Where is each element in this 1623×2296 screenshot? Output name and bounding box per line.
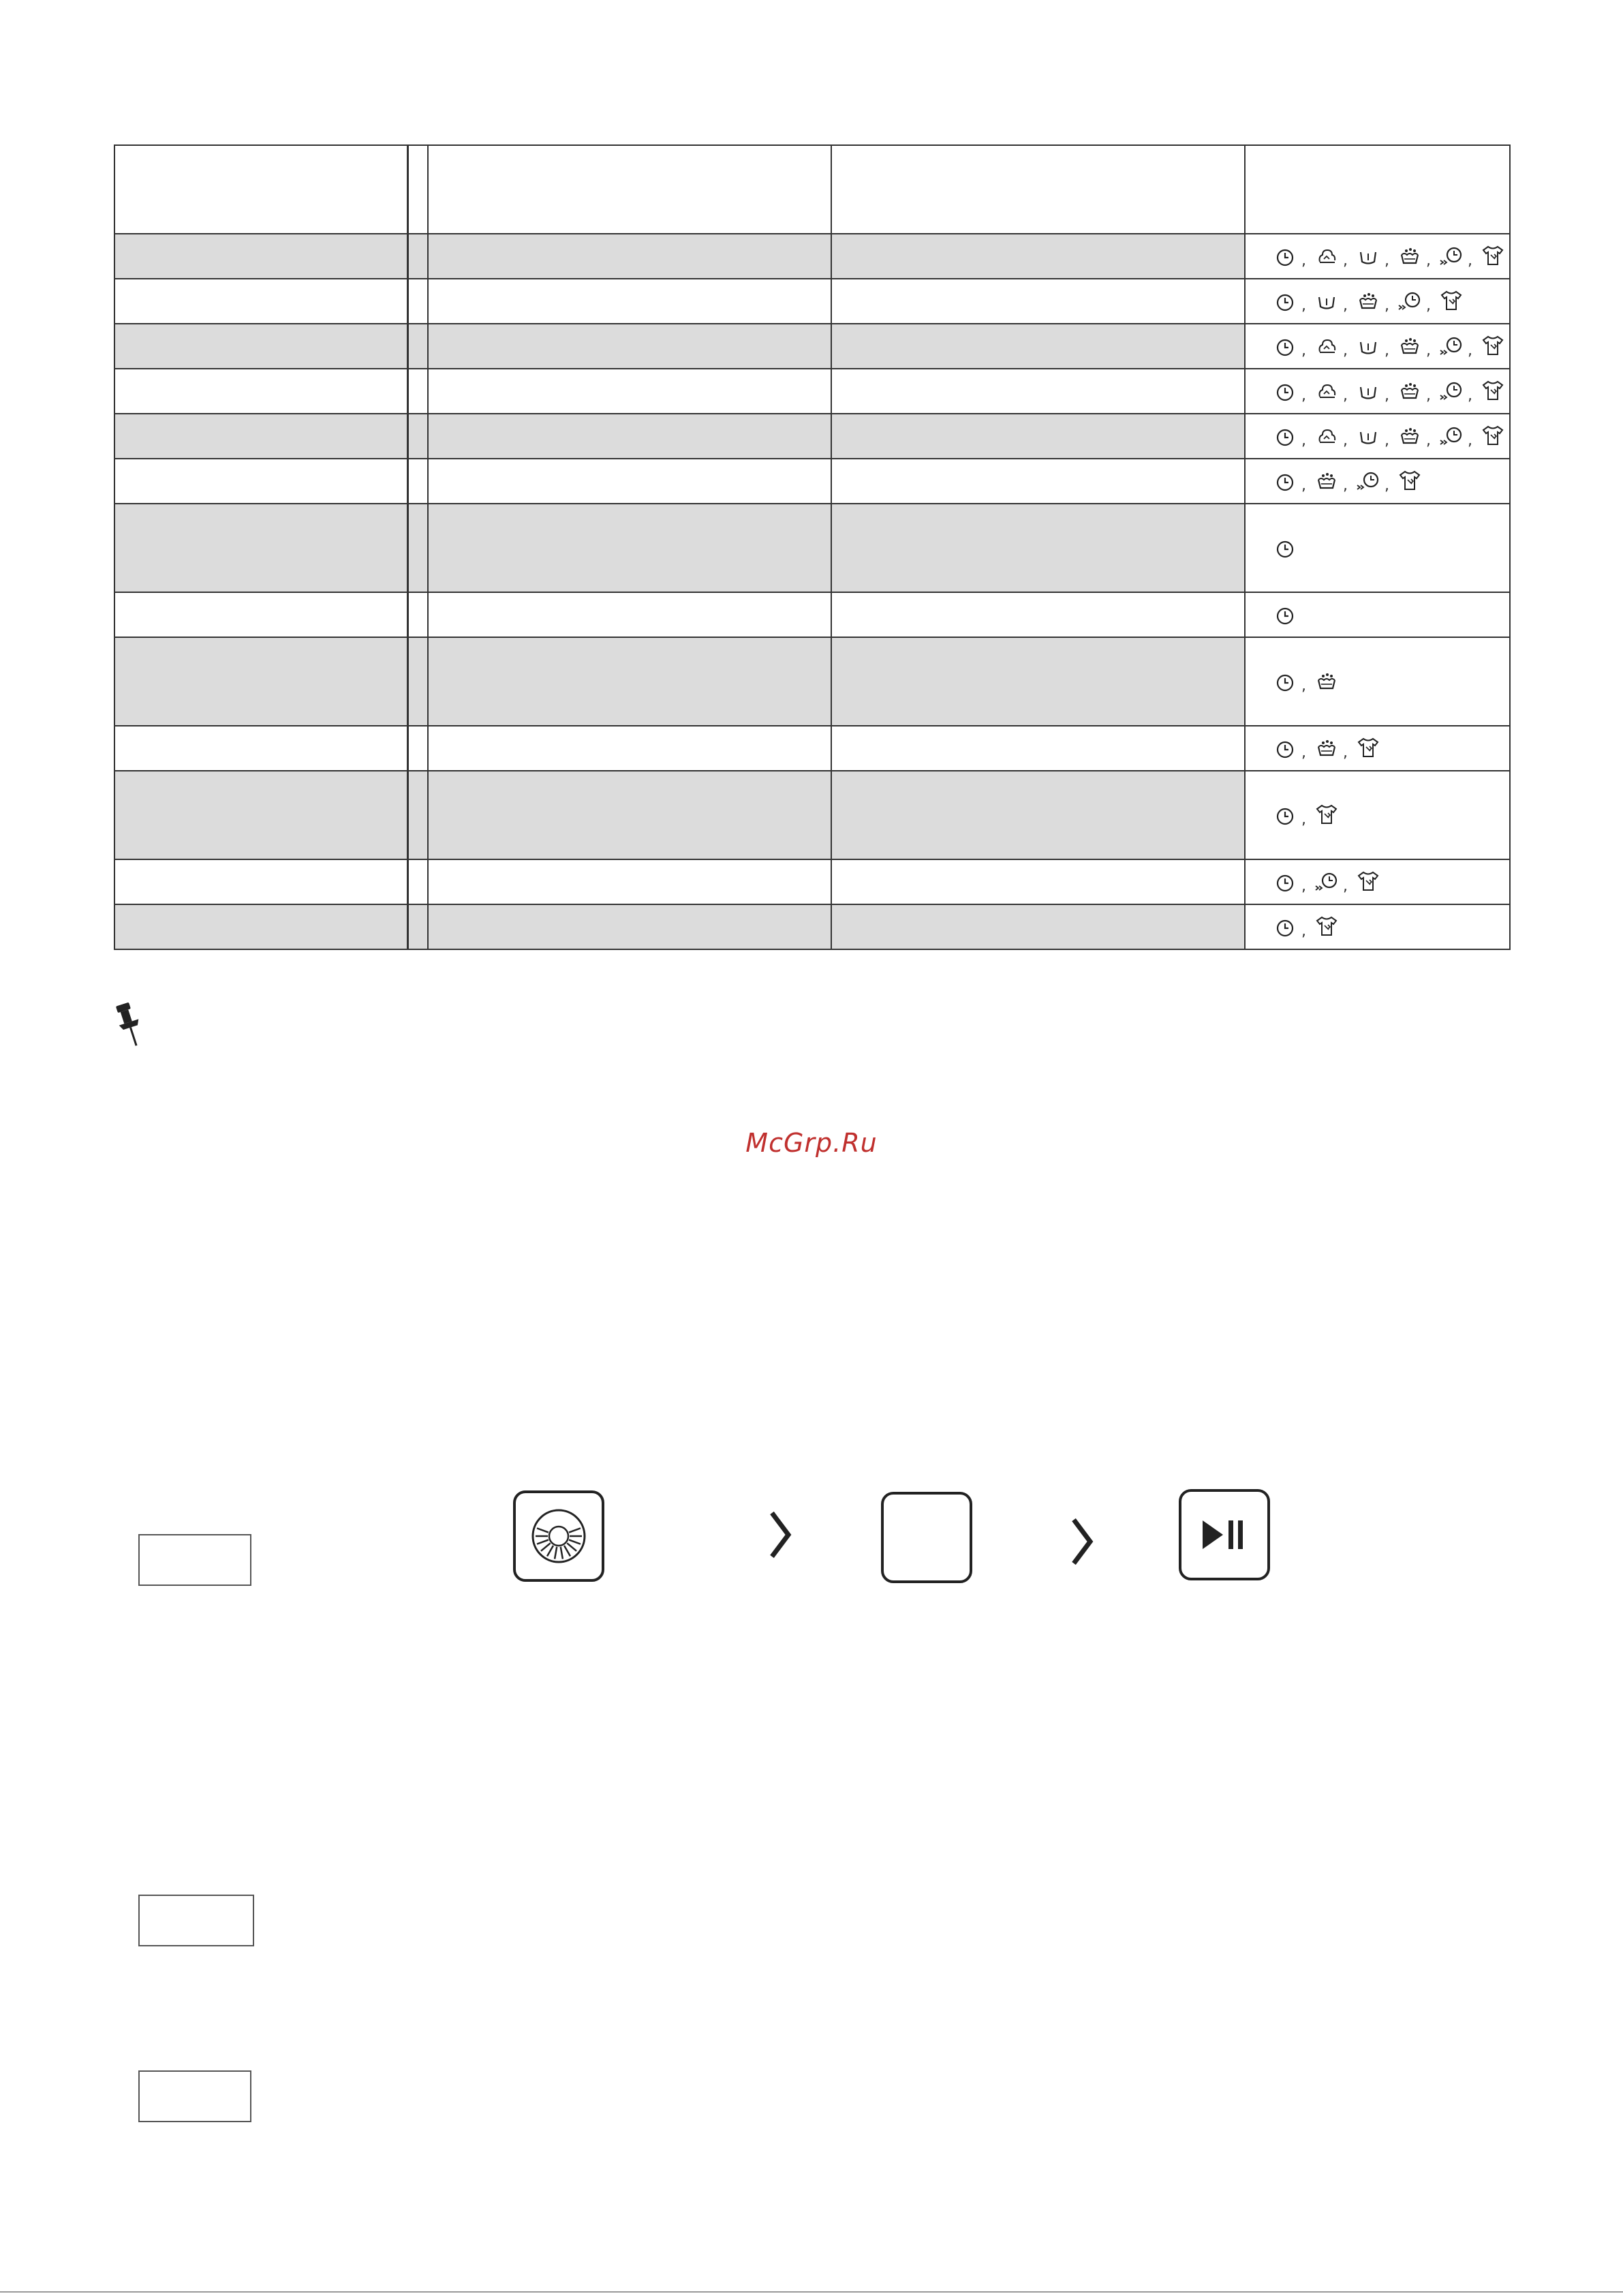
cell-load: [831, 859, 1245, 904]
separator-comma: ,: [1301, 677, 1306, 694]
option-icon-group: [1273, 421, 1505, 448]
cell-spacer: [407, 771, 428, 859]
cell-load: [831, 904, 1245, 949]
intensive-icon: [1314, 469, 1339, 493]
table-row: [114, 859, 1510, 904]
table-row: [114, 726, 1510, 771]
clock-icon: [1273, 424, 1297, 448]
cell-load: [831, 459, 1245, 504]
cell-description: [428, 369, 831, 414]
cell-options: [1245, 504, 1510, 592]
clock-icon: [1273, 244, 1297, 269]
intensive-icon: [1397, 424, 1422, 448]
cell-description: [428, 859, 831, 904]
separator-comma: ,: [1426, 297, 1431, 314]
prewash-icon: [1314, 379, 1339, 403]
cell-load: [831, 369, 1245, 414]
clock-icon: [1273, 536, 1297, 560]
easy-iron-icon: [1481, 379, 1505, 403]
easy-iron-icon: [1481, 334, 1505, 358]
cell-program: [114, 324, 407, 369]
separator-comma: ,: [1343, 878, 1348, 895]
easy-iron-icon: [1356, 870, 1380, 894]
cell-options: [1245, 859, 1510, 904]
intensive-icon: [1397, 379, 1422, 403]
cell-description: [428, 504, 831, 592]
header-spacer: [407, 145, 428, 234]
clock-icon: [1273, 870, 1297, 894]
cell-program: [114, 859, 407, 904]
quick-icon: [1356, 469, 1380, 493]
cell-program: [114, 726, 407, 771]
cell-options: [1245, 234, 1510, 279]
cell-description: [428, 771, 831, 859]
clock-icon: [1273, 915, 1297, 939]
cell-program: [114, 904, 407, 949]
dial-tick: [547, 1546, 553, 1557]
cell-description: [428, 459, 831, 504]
cell-program: [114, 369, 407, 414]
clock-icon: [1273, 469, 1297, 493]
option-icon-group: [1273, 466, 1422, 493]
cell-options: [1245, 279, 1510, 324]
cell-spacer: [407, 414, 428, 459]
cell-options: [1245, 369, 1510, 414]
dial-tick: [567, 1543, 576, 1551]
quick-icon: [1439, 244, 1464, 269]
separator-comma: ,: [1301, 387, 1306, 404]
clock-icon: [1273, 379, 1297, 403]
intensive-icon: [1314, 669, 1339, 694]
cell-description: [428, 637, 831, 726]
extra-rinse-icon: [1356, 334, 1380, 358]
quick-icon: [1439, 424, 1464, 448]
separator-comma: ,: [1343, 744, 1348, 761]
play-pause-button[interactable]: [1179, 1489, 1270, 1580]
chevron-right-icon: [1068, 1514, 1096, 1569]
prewash-icon: [1314, 334, 1339, 358]
table-row: [114, 592, 1510, 637]
label-box-1: [138, 1534, 251, 1586]
easy-iron-icon: [1314, 803, 1339, 827]
easy-iron-icon: [1439, 289, 1464, 313]
extra-rinse-icon: [1356, 244, 1380, 269]
option-icon-group: [1273, 600, 1297, 627]
easy-iron-icon: [1397, 469, 1422, 493]
easy-iron-icon: [1314, 915, 1339, 939]
dial-tick: [561, 1547, 563, 1559]
prewash-icon: [1314, 424, 1339, 448]
dial-tick: [537, 1528, 548, 1532]
separator-comma: ,: [1385, 342, 1389, 359]
cell-description: [428, 324, 831, 369]
cell-options: [1245, 904, 1510, 949]
option-icon-group: [1273, 533, 1297, 560]
separator-comma: ,: [1468, 252, 1472, 269]
separator-comma: ,: [1301, 923, 1306, 940]
table-row: [114, 234, 1510, 279]
page-bottom-rule: [0, 2291, 1623, 2293]
quick-icon: [1314, 870, 1339, 894]
option-icon-group: [1273, 800, 1339, 827]
easy-iron-icon: [1356, 736, 1380, 761]
cell-options: [1245, 324, 1510, 369]
table-row: [114, 504, 1510, 592]
option-icon-group: [1273, 867, 1380, 894]
clock-icon: [1273, 803, 1297, 827]
cell-options: [1245, 592, 1510, 637]
option-icon-group: [1273, 667, 1339, 694]
separator-comma: ,: [1426, 387, 1431, 404]
intensive-icon: [1397, 334, 1422, 358]
header-program: [114, 145, 407, 234]
table-row: [114, 459, 1510, 504]
dial-tick: [569, 1528, 581, 1532]
cell-spacer: [407, 504, 428, 592]
separator-comma: ,: [1301, 878, 1306, 895]
cell-spacer: [407, 234, 428, 279]
separator-comma: ,: [1343, 477, 1348, 494]
cell-load: [831, 504, 1245, 592]
dial-tick: [564, 1546, 570, 1557]
cell-program: [114, 504, 407, 592]
intensive-icon: [1314, 736, 1339, 761]
cell-description: [428, 726, 831, 771]
cell-load: [831, 592, 1245, 637]
table-row: [114, 324, 1510, 369]
separator-comma: ,: [1343, 252, 1348, 269]
table-row: [114, 637, 1510, 726]
table-row: [114, 771, 1510, 859]
cell-program: [114, 234, 407, 279]
program-options-table: [114, 144, 1511, 950]
table-row: [114, 369, 1510, 414]
cell-program: [114, 592, 407, 637]
easy-iron-icon: [1481, 244, 1505, 269]
separator-comma: ,: [1343, 342, 1348, 359]
cell-load: [831, 279, 1245, 324]
separator-comma: ,: [1426, 252, 1431, 269]
option-icon-group: [1273, 331, 1505, 358]
intensive-icon: [1397, 244, 1422, 269]
cell-options: [1245, 414, 1510, 459]
blank-button[interactable]: [881, 1492, 972, 1583]
cell-description: [428, 234, 831, 279]
cell-program: [114, 771, 407, 859]
separator-comma: ,: [1301, 477, 1306, 494]
separator-comma: ,: [1385, 432, 1389, 449]
cell-load: [831, 771, 1245, 859]
dial-tick: [569, 1540, 581, 1544]
table-row: [114, 414, 1510, 459]
pushpin-icon: [112, 1002, 146, 1050]
watermark-text: McGrp.Ru: [745, 1128, 878, 1158]
cell-load: [831, 726, 1245, 771]
dial-tick: [555, 1547, 557, 1559]
cell-load: [831, 234, 1245, 279]
separator-comma: ,: [1468, 342, 1472, 359]
clock-icon: [1273, 669, 1297, 694]
separator-comma: ,: [1426, 342, 1431, 359]
table-header-row: [114, 145, 1510, 234]
clock-icon: [1273, 736, 1297, 761]
separator-comma: ,: [1468, 387, 1472, 404]
separator-comma: ,: [1301, 744, 1306, 761]
cell-load: [831, 324, 1245, 369]
separator-comma: ,: [1301, 811, 1306, 828]
separator-comma: ,: [1301, 252, 1306, 269]
quick-icon: [1439, 379, 1464, 403]
separator-comma: ,: [1301, 342, 1306, 359]
cell-spacer: [407, 904, 428, 949]
clock-icon: [1273, 602, 1297, 627]
separator-comma: ,: [1343, 432, 1348, 449]
cell-spacer: [407, 459, 428, 504]
separator-comma: ,: [1385, 387, 1389, 404]
play-pause-icon: [1200, 1518, 1249, 1552]
cell-program: [114, 279, 407, 324]
separator-comma: ,: [1343, 387, 1348, 404]
cell-spacer: [407, 369, 428, 414]
header-description: [428, 145, 831, 234]
extra-rinse-icon: [1356, 379, 1380, 403]
cell-spacer: [407, 637, 428, 726]
cell-program: [114, 414, 407, 459]
cell-description: [428, 592, 831, 637]
separator-comma: ,: [1301, 432, 1306, 449]
easy-iron-icon: [1481, 424, 1505, 448]
dial-tick: [541, 1543, 551, 1551]
cell-spacer: [407, 726, 428, 771]
quick-icon: [1397, 289, 1422, 313]
cell-spacer: [407, 324, 428, 369]
separator-comma: ,: [1468, 432, 1472, 449]
clock-icon: [1273, 289, 1297, 313]
separator-comma: ,: [1385, 297, 1389, 314]
label-box-2: [138, 1895, 254, 1946]
table-row: [114, 279, 1510, 324]
extra-rinse-icon: [1356, 424, 1380, 448]
header-options: [1245, 145, 1510, 234]
cell-description: [428, 904, 831, 949]
extra-rinse-icon: [1314, 289, 1339, 313]
cell-spacer: [407, 859, 428, 904]
chevron-right-icon: [767, 1507, 794, 1562]
quick-icon: [1439, 334, 1464, 358]
program-dial-icon: [530, 1507, 587, 1565]
table-body: [114, 234, 1510, 949]
label-box-3: [138, 2070, 251, 2122]
dial-tick: [537, 1540, 548, 1544]
option-icon-group: [1273, 376, 1505, 403]
option-icon-group: [1273, 286, 1464, 313]
header-load: [831, 145, 1245, 234]
cell-description: [428, 279, 831, 324]
separator-comma: ,: [1301, 297, 1306, 314]
option-icon-group: [1273, 733, 1380, 761]
cell-spacer: [407, 279, 428, 324]
cell-program: [114, 459, 407, 504]
intensive-icon: [1356, 289, 1380, 313]
cell-options: [1245, 726, 1510, 771]
program-dial-button[interactable]: [513, 1490, 604, 1582]
option-icon-group: [1273, 241, 1505, 269]
separator-comma: ,: [1426, 432, 1431, 449]
prewash-icon: [1314, 244, 1339, 269]
cell-program: [114, 637, 407, 726]
cell-spacer: [407, 592, 428, 637]
cell-options: [1245, 771, 1510, 859]
separator-comma: ,: [1385, 252, 1389, 269]
option-icon-group: [1273, 912, 1339, 939]
cell-description: [428, 414, 831, 459]
cell-load: [831, 414, 1245, 459]
cell-options: [1245, 459, 1510, 504]
table-row: [114, 904, 1510, 949]
cell-load: [831, 637, 1245, 726]
cell-options: [1245, 637, 1510, 726]
clock-icon: [1273, 334, 1297, 358]
separator-comma: ,: [1343, 297, 1348, 314]
separator-comma: ,: [1385, 477, 1389, 494]
